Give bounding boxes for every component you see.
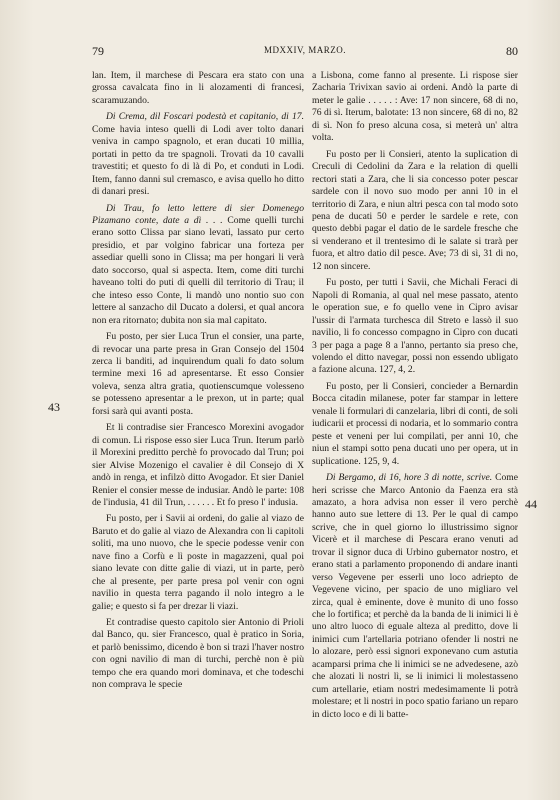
paragraph: lan. Item, il marchese di Pescara era stato con una grossa cavalcata fino in li alozamenti di francesi, scaramuzando. [92, 70, 304, 106]
paragraph [92, 111, 304, 198]
right-column [312, 70, 518, 721]
paragraph: Fu posto, per li Consieri, concieder a Bernardin Bocca citadin milanese, poter far stampar in lettere venale li formulari di canzelaria, libri di conti, de soli iudicarii et processi di nodaria, et lo sommario contra peste et veneni per lui compilati, per anni 10, che niun el stampi sotto pena ducati uno per opera, ut in suplicatione. 125, 9, 4. [312, 380, 518, 467]
margin-number-right: 44 [525, 497, 537, 511]
margin-number-left: 43 [48, 400, 60, 414]
page-number-right: 80 [506, 44, 518, 58]
paragraph [312, 472, 518, 721]
paragraph: Fu posto, per tutti i Savii, che Michali Feraci di Napoli di Romania, al qual nel mese passato, atento le operation sue, e fo quello vene in Cipro avisar l'ussir di l'armata turchesca dil Streto e lassò il suo navilio, li fo concesso compagno in Cipro con ducati 3 per paga a page 8 a l'anno, pertanto sia preso che, volendo el ditto navegar, possi non essendo ubligato a fazione alcuna. 127, 4, 2. [312, 277, 518, 376]
letter-heading: Di Bergamo, di 16, hore 3 di notte, scrive. [326, 472, 493, 484]
letter-body: Come heri scrisse che Marco Antonio da Faenza era stà amazato, a hora advisa non esser il vero perchè hanno auto sue lettere di 13. Per le qual di campo scrive, che in quel giorno lo illustrissimo signor Vicerè et il marchese di Pescara erano venuti ad trovar il signor duca di Urbino gubernator nostro, et erano stati a parlamento proponendo di andare inanti verso Vegevene per esserli uno loco adriepto de Vegevene vicino, per spacio de uno migliaro vel zirca, qual è eminente, dove è munito di uno fosso che lo fortifica; et perchè da la banda de li inimici li è uno altro luoco di eguale alteza al preditto, dove li inimici cum l'artellaria potriano ofender li nostri ne lo alozare, però essi signori exponevano cum astutia acamparsi prima che li inimici se ne advedesene, azò che alozati li nostri lì, se li inimici li molestasseno cum artellarie, etiam nostri medesimamente li potrà molestare; et li nostri in poco spatio fariano un reparo in dicto loco e di li batte- [312, 472, 518, 720]
left-column [92, 70, 304, 692]
letter-heading: Di Trau, fo letto lettere di sier Domenego Pizamano conte, date a dì . . . [92, 202, 304, 226]
running-title: MDXXIV, MARZO. [263, 45, 347, 55]
paragraph: Fu posto per li Consieri, atento la suplication di Creculi di Cedolini da Zara e la relation di quelli rectori stati a Zara, che li sia concesso poter pescar sardele con il novo suo modo per anni 10 in el territorio di Zara, e niun altri pesca con tal modo soto pena de ducati 50 e perder le sardele e rete, con questo debbi pagar el datio de le sardele fresche che si venderano et il trentesimo di le salate si trarà per fuora, et altro datio dil pesce. Ave; 73 di sì, 31 di no, 12 non sincere. [312, 148, 518, 272]
running-header [92, 44, 518, 64]
letter-heading: Di Crema, dil Foscari podestà et capitanio, di 17. [106, 111, 304, 123]
letter-body: Come havia inteso quelli di Lodi aver tolto danari veniva in campo spagnolo, et eran ducati 10 millia, portati in petto da tre spagnoli. Trovati da 10 cavalli travestiti; et questo fo di là di Po, et conduti in Lodi. Item, fanno danni sul cremasco, e avisa quello ho ditto di danari presi. [92, 123, 304, 198]
paragraph: Fu posto, per sier Luca Trun el consier, una parte, di revocar una parte presa in Gran Consejo del 1504 zerca li banditi, ad inquirendum quali fo dato solum termine mexi 16 ad apresentarse. Et esso Consier voleva, senza altra gratia, quotienscumque volesseno se potesseno apresentar a le prexon, ut in parte; qual forsi sarà qui avanti posta. [92, 331, 304, 417]
paragraph: Et li contradise sier Francesco Morexini avogador di comun. Li rispose esso sier Luca Trun. Iterum parlò il Morexini preditto perchè fo provocado dal Trun; poi sier Alvise Mozenigo el cavalier è dil Consejo di X andò in renga, et infilzò ditto Avogador. Et sier Daniel Renier el consier messe de indusiar. Andò le parte: 108 de l'indusia, 41 dil Trun, . . . . . . Et fo preso l' indusia. [92, 422, 304, 508]
paragraph [92, 203, 304, 328]
page-number-left: 79 [92, 44, 104, 58]
paragraph: a Lisbona, come fanno al presente. Li rispose sier Zacharia Trivixan savio ai ordeni. Andò la parte di meter le galie . . . . . : Ave: 17 non sincere, 68 di no, 76 di sì. Iterum, balotate: 13 non sincere, 68 di no, 82 di sì. Non fo preso alcuna cosa, si meterà un' altra volta. [312, 70, 518, 144]
paragraph: Et contradise questo capitolo sier Antonio di Prioli dal Banco, qu. sier Francesco, qual è pratico in Soria, et parlò benissimo, dicendo è bon si trazi l'haver nostro con ogni navilio di man di turchi, perchè non è più tempo che era quando mori dominava, et che todeschi non comprava le specie [92, 617, 304, 691]
paragraph: Fu posto, per i Savii ai ordeni, do galie al viazo de Baruto et do galie al viazo de Alexandra con li capitoli soliti, ma uno nuovo, che le specie podesse venir con nave fino a Corfù e lì poste in magazzeni, qual poi siano levate con ditte galie di viazi, ut in parte, però che al presente, per parte presa pol venir con ogni navilio in questa terra pagando il nolo integro a le galie; e questo si fa per drezar li viazi. [92, 513, 304, 612]
letter-body: Come quelli turchi erano sotto Clissa par siano levati, lassato pur certo presidio, et par volgino fabricar una forteza per assediar quelli sono in Clissa; ma per hongari li verà dato soccorso, qual si aspecta. Item, come diti turchi haveano tolti do puti di quelli dil territorio di Trau; il che inteso esso Conte, li mandò uno nontio suo con lettere al sanzacho dil Ducato a dolersi, et qual ancora non era ritornato; dubita non sia mal capitato. [92, 214, 304, 326]
